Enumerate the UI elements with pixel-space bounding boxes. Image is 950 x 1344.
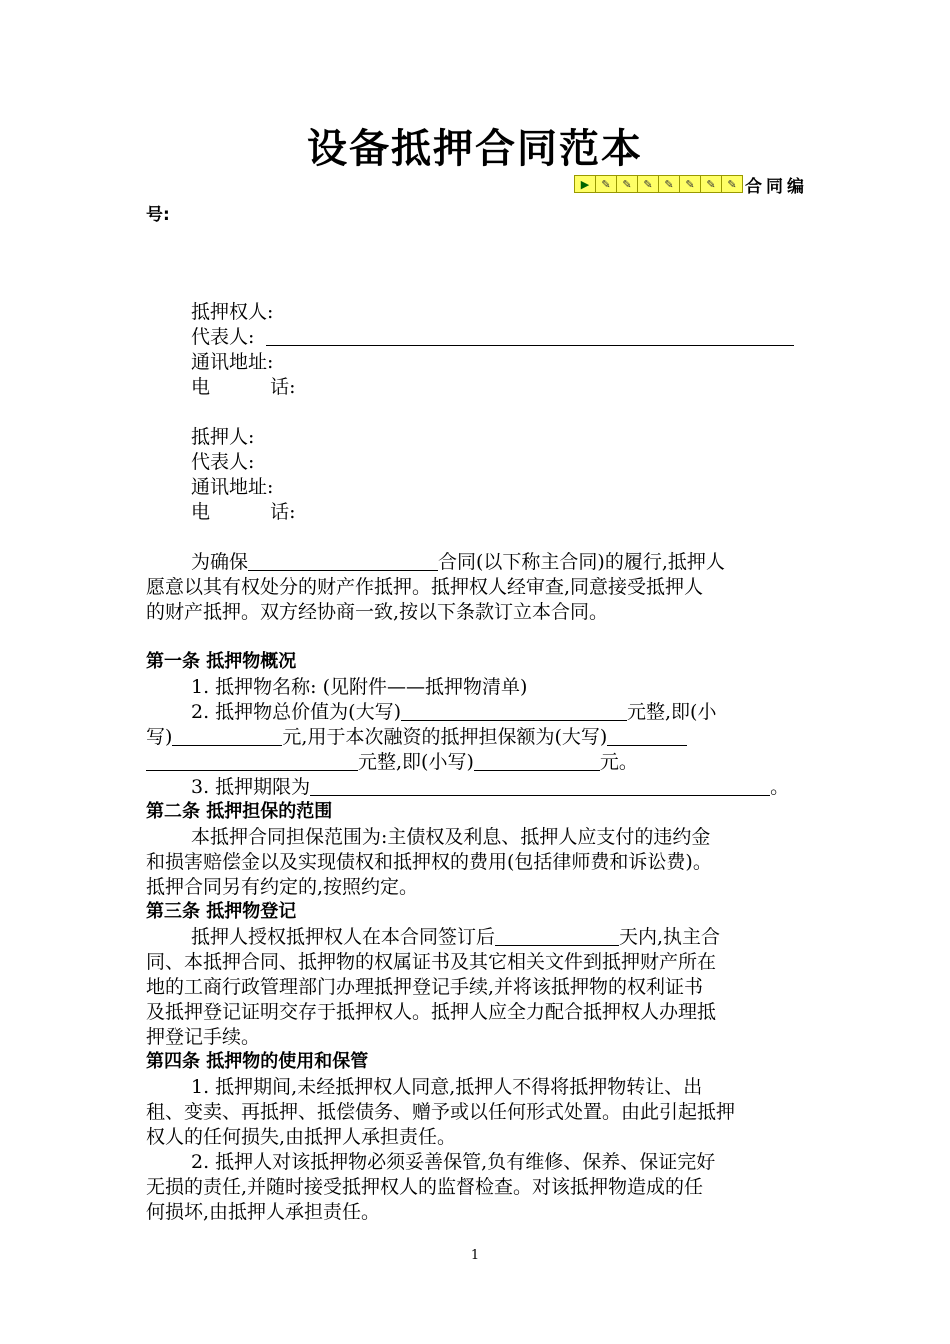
article-2-line-1: 本抵押合同担保范围为:主债权及利息、抵押人应支付的违约金	[191, 826, 711, 848]
guarantee-lowercase-field[interactable]	[474, 750, 600, 771]
guarantee-uppercase-field-cont[interactable]	[146, 750, 358, 771]
contract-number-label: 合同编	[745, 176, 808, 197]
article-1-item-2-line-1	[191, 700, 716, 724]
pencil-icon: ✎	[727, 177, 737, 191]
article-3-line-1	[191, 925, 720, 949]
intro-text: 为确保	[191, 551, 249, 573]
article-text: 元整,即(小	[627, 701, 717, 723]
article-1-item-3	[191, 775, 789, 799]
mortgagor-representative-label: 代表人:	[191, 451, 255, 473]
article-text: 写)	[146, 726, 173, 748]
article-text: 抵押人授权抵押权人在本合同签订后	[191, 926, 496, 948]
article-4-p2-line-2: 无损的责任,并随时接受抵押权人的监督检查。对该抵押物造成的任	[146, 1176, 704, 1198]
article-4-p1-line-1: 1. 抵押期间,未经抵押权人同意,抵押人不得将抵押物转让、出	[191, 1076, 703, 1098]
article-4-p2-line-3: 何损坏,由抵押人承担责任。	[146, 1201, 381, 1223]
article-text: 元。	[599, 751, 638, 773]
mortgagee-phone-label-1: 电	[191, 376, 211, 398]
main-contract-field[interactable]	[248, 550, 438, 571]
article-text: 2. 抵押物总价值为(大写)	[191, 701, 401, 723]
mortgagor-phone-label-2: 话:	[270, 501, 296, 523]
article-3-line-3: 地的工商行政管理部门办理抵押登记手续,并将该抵押物的权利证书	[146, 976, 704, 998]
contract-number-row	[574, 174, 808, 197]
article-3-line-4: 及抵押登记证明交存于抵押权人。抵押人应全力配合抵押权人办理抵	[146, 1001, 717, 1023]
article-text: 3. 抵押期限为	[191, 776, 311, 798]
article-1-item-1: 1. 抵押物名称: (见附件——抵押物清单)	[191, 676, 528, 698]
total-value-lowercase-field[interactable]	[172, 725, 282, 746]
mortgagee-representative-row	[191, 325, 794, 349]
pencil-icon: ✎	[617, 176, 638, 192]
article-2-line-2: 和损害赔偿金以及实现债权和抵押权的费用(包括律师费和诉讼费)。	[146, 851, 712, 873]
intro-line-1	[191, 550, 725, 574]
mortgagor-phone-row	[191, 500, 296, 524]
document-title: 设备抵押合同范本	[307, 126, 643, 172]
article-4-heading: 第四条 抵押物的使用和保管	[146, 1051, 369, 1072]
article-1-item-2-line-2	[146, 725, 687, 749]
pencil-icon: ✎	[638, 176, 659, 192]
intro-line-3: 的财产抵押。双方经协商一致,按以下条款订立本合同。	[146, 601, 609, 623]
page-number: 1	[470, 1248, 480, 1263]
mortgage-term-field[interactable]	[310, 775, 770, 796]
article-text: 元,用于本次融资的抵押担保额为(大写)	[282, 726, 608, 748]
intro-text: 合同(以下称主合同)的履行,抵押人	[438, 551, 725, 573]
pencil-icon: ✎	[659, 176, 680, 192]
mortgagor-phone-label-1: 电	[191, 501, 211, 523]
article-4-p1-line-3: 权人的任何损失,由抵押人承担责任。	[146, 1126, 457, 1148]
pencil-icon: ✎	[680, 176, 701, 192]
guarantee-uppercase-field[interactable]	[607, 725, 687, 746]
article-text: 。	[770, 776, 790, 798]
mortgagee-address-label: 通讯地址:	[191, 351, 274, 373]
total-value-uppercase-field[interactable]	[401, 700, 627, 721]
article-3-heading: 第三条 抵押物登记	[146, 901, 297, 922]
pencil-icon: ✎	[701, 176, 722, 192]
article-3-line-2: 同、本抵押合同、抵押物的权属证书及其它相关文件到抵押财产所在	[146, 951, 717, 973]
article-1-heading: 第一条 抵押物概况	[146, 651, 297, 672]
intro-line-2: 愿意以其有权处分的财产作抵押。抵押权人经审查,同意接受抵押人	[146, 576, 704, 598]
pencil-icon: ✎	[596, 176, 617, 192]
mortgagee-phone-label-2: 话:	[270, 376, 296, 398]
article-3-line-5: 押登记手续。	[146, 1026, 261, 1048]
article-4-p2-line-1: 2. 抵押人对该抵押物必须妥善保管,负有维修、保养、保证完好	[191, 1151, 716, 1173]
contract-number-label-cont: 号:	[146, 205, 170, 225]
article-text: 元整,即(小写)	[358, 751, 474, 773]
mortgagor-address-label: 通讯地址:	[191, 476, 274, 498]
mortgagee-label: 抵押权人:	[191, 301, 274, 323]
article-2-heading: 第二条 抵押担保的范围	[146, 801, 333, 822]
article-text: 天内,执主合	[619, 926, 721, 948]
article-4-p1-line-2: 租、变卖、再抵押、抵偿债务、赠予或以任何形式处置。由此引起抵押	[146, 1101, 736, 1123]
arrow-icon: ▶	[575, 176, 596, 192]
article-2-line-3: 抵押合同另有约定的,按照约定。	[146, 876, 419, 898]
mortgagee-phone-row	[191, 375, 296, 399]
mortgagor-label: 抵押人:	[191, 426, 255, 448]
article-1-item-2-line-3	[146, 750, 638, 774]
mortgagee-representative-label: 代表人:	[191, 326, 255, 348]
registration-days-field[interactable]	[495, 925, 619, 946]
mortgagee-representative-field[interactable]	[266, 325, 794, 346]
contract-number-icon-strip	[574, 175, 743, 193]
